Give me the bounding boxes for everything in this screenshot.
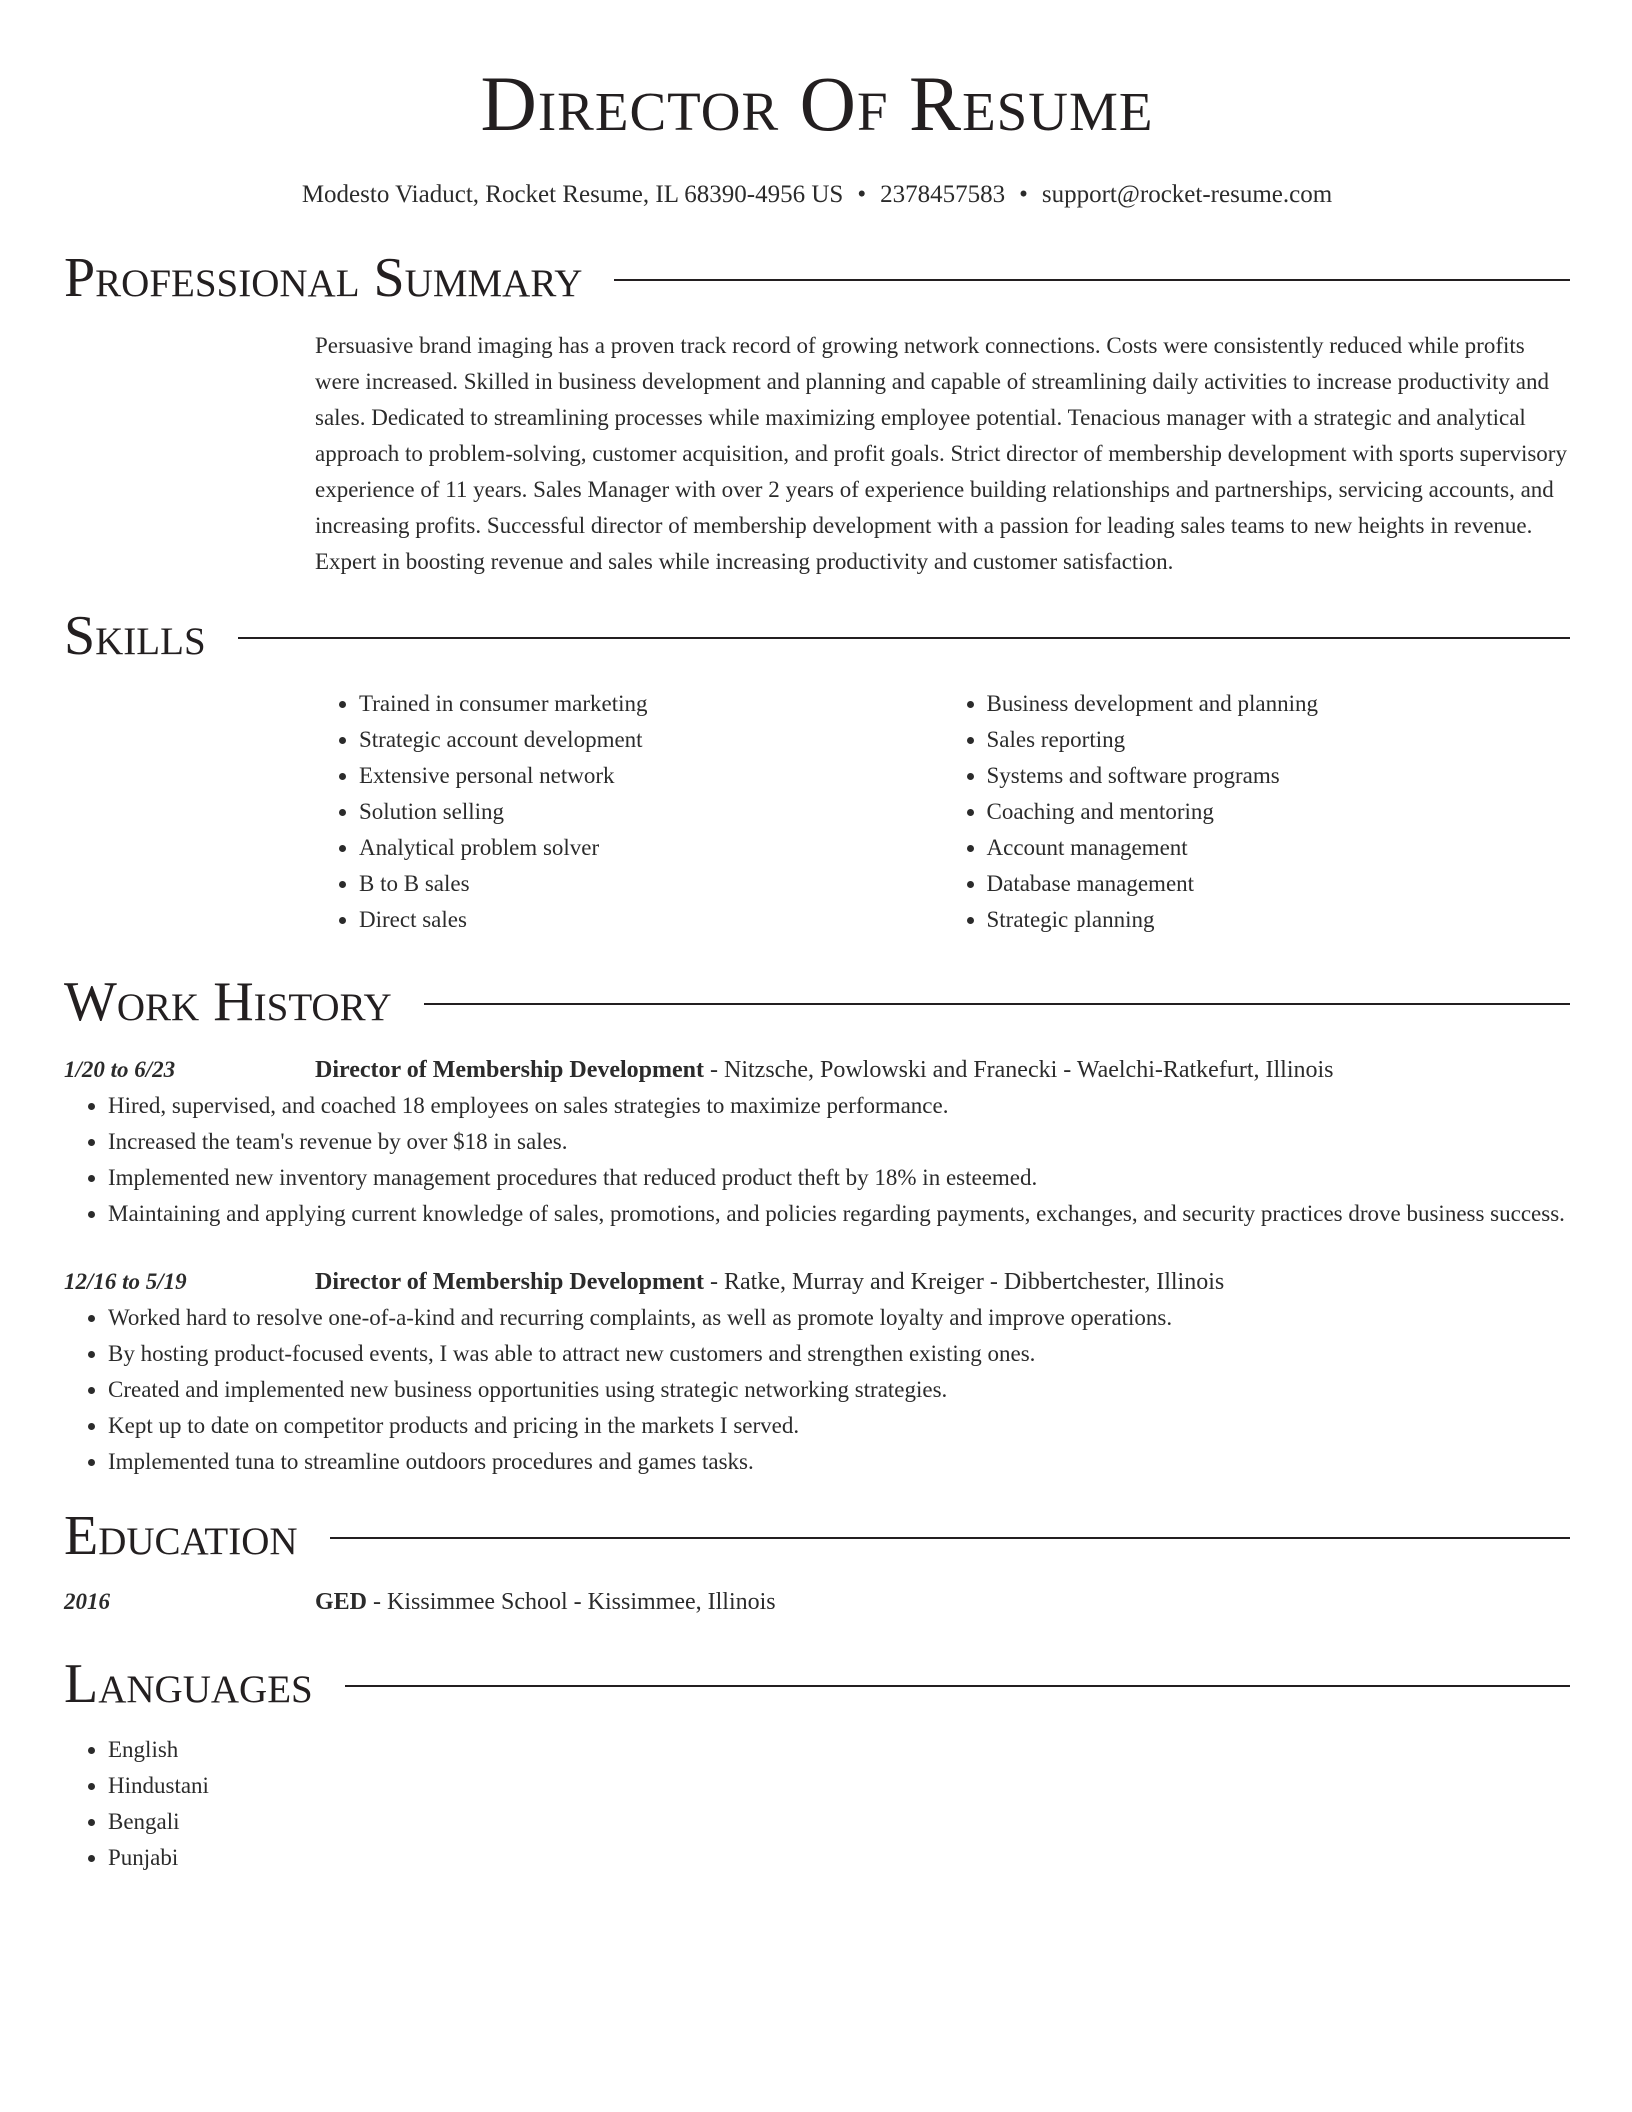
language-item: • Punjabi — [108, 1840, 1570, 1876]
skills-list-left — [315, 686, 943, 938]
education-section — [64, 1504, 1570, 1620]
education-degree: GED — [315, 1589, 368, 1615]
job-company: - Nitzsche, Powlowski and Franecki - Waelchi-Ratkefurt, Illinois — [704, 1057, 1334, 1083]
languages-section — [64, 1652, 1570, 1876]
job-entry — [64, 1264, 1570, 1480]
section-title: Languages — [64, 1653, 313, 1715]
language-item: • Hindustani — [108, 1768, 1570, 1804]
skills-header — [64, 604, 1570, 668]
work-header — [64, 970, 1570, 1034]
job-duties — [64, 1300, 1570, 1480]
job-duty: • Implemented tuna to streamline outdoors procedures and games tasks. — [108, 1444, 1570, 1480]
job-heading — [64, 1052, 1570, 1088]
resume-page — [64, 0, 1570, 1876]
section-title: Professional Summary — [64, 247, 583, 309]
skills-section — [64, 604, 1570, 938]
skill-item: • Strategic planning — [987, 902, 1571, 938]
contact-address: Modesto Viaduct, Rocket Resume, IL 68390-4956 US — [301, 181, 844, 208]
section-divider — [345, 1685, 1570, 1687]
section-divider — [614, 279, 1570, 281]
education-header — [64, 1504, 1570, 1568]
section-title: Skills — [64, 605, 206, 667]
section-divider — [330, 1537, 1570, 1539]
education-info — [315, 1584, 776, 1620]
summary-header — [64, 246, 1570, 310]
contact-separator: • — [1019, 181, 1028, 208]
skill-item: • Extensive personal network — [359, 758, 943, 794]
job-duty: • Implemented new inventory management procedures that reduced product theft by 18% in esteemed. — [108, 1160, 1570, 1196]
education-school: - Kissimmee School - Kissimmee, Illinois — [367, 1589, 776, 1615]
skills-columns — [315, 686, 1570, 938]
language-item: • English — [108, 1732, 1570, 1768]
job-info — [315, 1264, 1224, 1300]
summary-body — [315, 328, 1570, 580]
skill-item: • Strategic account development — [359, 722, 943, 758]
job-duty: • Hired, supervised, and coached 18 employees on sales strategies to maximize performance. — [108, 1088, 1570, 1124]
section-divider — [424, 1003, 1570, 1005]
job-company: - Ratke, Murray and Kreiger - Dibbertchester, Illinois — [704, 1269, 1225, 1295]
skill-item: • Coaching and mentoring — [987, 794, 1571, 830]
section-title: Education — [64, 1505, 298, 1567]
skill-item: • Database management — [987, 866, 1571, 902]
contact-separator: • — [857, 181, 867, 208]
job-dates: 1/20 to 6/23 — [64, 1057, 176, 1082]
languages-list — [64, 1732, 1570, 1876]
skill-item: • Systems and software programs — [987, 758, 1571, 794]
job-duty: • Worked hard to resolve one-of-a-kind and recurring complaints, as well as promote loyalty and improve operations. — [108, 1300, 1570, 1336]
section-title: Work History — [64, 971, 392, 1033]
skill-item: • Solution selling — [359, 794, 943, 830]
job-entry — [64, 1052, 1570, 1232]
section-divider — [238, 637, 1570, 639]
skill-item: • Analytical problem solver — [359, 830, 943, 866]
education-entry — [64, 1584, 1570, 1620]
job-duties — [64, 1088, 1570, 1232]
skills-list-right — [943, 686, 1571, 938]
job-heading — [64, 1264, 1570, 1300]
job-duty: • Kept up to date on competitor products and pricing in the markets I served. — [108, 1408, 1570, 1444]
work-section — [64, 970, 1570, 1480]
skill-item: • B to B sales — [359, 866, 943, 902]
contact-line — [64, 178, 1570, 212]
skill-item: • Direct sales — [359, 902, 943, 938]
contact-email: support@rocket-resume.com — [1041, 181, 1333, 208]
languages-header — [64, 1652, 1570, 1716]
job-info — [315, 1052, 1334, 1088]
language-item: • Bengali — [108, 1804, 1570, 1840]
summary-section — [64, 246, 1570, 580]
summary-text: Persuasive brand imaging has a proven track record of growing network connections. Costs were consistently reduced while profits were increased. Skilled in business development and planning and capable of streamlining daily activities to increase productivity and sales. Dedicated to streamlining processes while maximizing employee potential. Tenacious manager with a strategic and analytical approach to problem-solving, customer acquisition, and profit goals. Strict director of membership development with sports supervisory experience of 11 years. Sales Manager with over 2 years of experience building relationships and partnerships, servicing accounts, and increasing profits. Successful director of membership development with a passion for leading sales teams to new heights in revenue. Expert in boosting revenue and sales while increasing productivity and customer satisfaction. — [315, 333, 1567, 574]
skill-item: • Business development and planning — [987, 686, 1571, 722]
job-duty: • Created and implemented new business opportunities using strategic networking strategies. — [108, 1372, 1570, 1408]
education-year: 2016 — [64, 1589, 110, 1614]
contact-phone: 2378457583 — [880, 181, 1006, 208]
job-title: Director of Membership Development — [315, 1057, 705, 1083]
job-dates: 12/16 to 5/19 — [64, 1269, 187, 1294]
resume-name: Director Of Resume — [480, 60, 1154, 147]
skill-item: • Trained in consumer marketing — [359, 686, 943, 722]
job-duty: • By hosting product-focused events, I was able to attract new customers and strengthen existing ones. — [108, 1336, 1570, 1372]
job-title: Director of Membership Development — [315, 1269, 705, 1295]
skill-item: • Account management — [987, 830, 1571, 866]
skill-item: • Sales reporting — [987, 722, 1571, 758]
job-duty: • Increased the team's revenue by over $18 in sales. — [108, 1124, 1570, 1160]
job-duty: • Maintaining and applying current knowledge of sales, promotions, and policies regarding payments, exchanges, and security practices drove business success. — [108, 1196, 1570, 1232]
